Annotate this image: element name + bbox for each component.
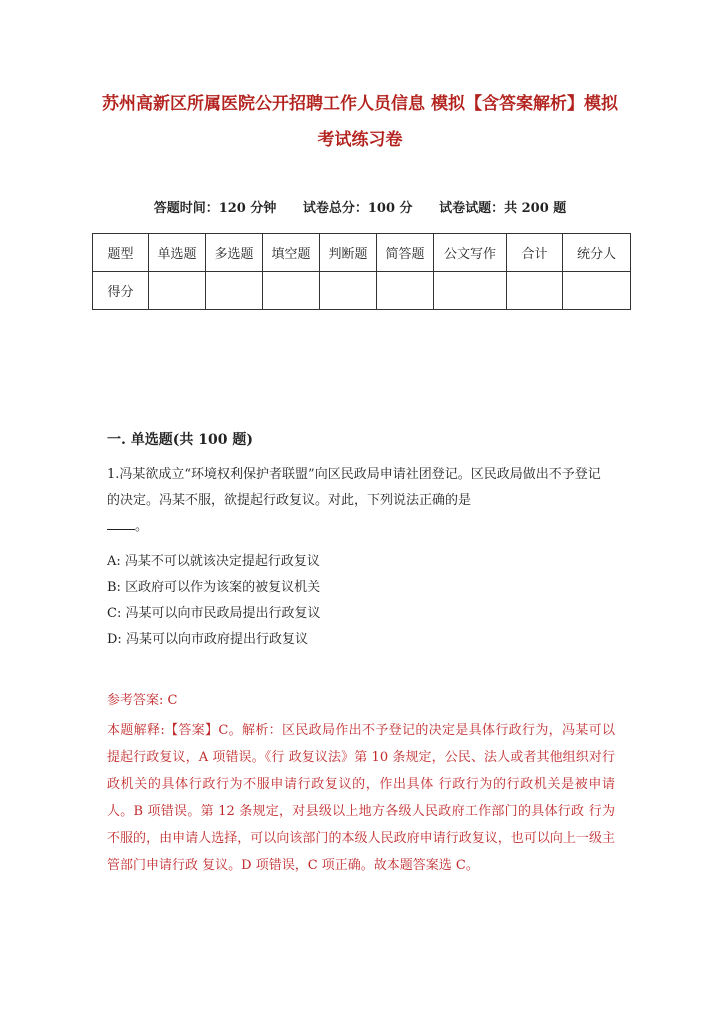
answer-blank	[107, 515, 135, 530]
section-heading: 一. 单选题(共 100 题)	[107, 432, 253, 448]
score-cell	[320, 272, 377, 310]
score-cell	[263, 272, 320, 310]
option-key: B:	[107, 580, 121, 595]
option-key: C:	[107, 606, 122, 621]
exam-total-score: 试卷总分：100 分	[302, 201, 413, 216]
option-text: 冯某不可以就该决定提起行政复议	[124, 554, 320, 569]
option-text: 冯某可以向市政府提出行政复议	[125, 632, 308, 647]
option-d	[107, 627, 617, 653]
option-key: A:	[107, 554, 121, 569]
score-cell	[507, 272, 563, 310]
score-table-header: 多选题	[206, 234, 263, 272]
score-table-header: 判断题	[320, 234, 377, 272]
exam-meta	[0, 200, 720, 218]
score-table-score-row	[93, 272, 631, 310]
reference-answer: 参考答案: C	[107, 693, 178, 708]
score-table	[92, 233, 631, 310]
score-table-header: 单选题	[149, 234, 206, 272]
question-stem	[107, 462, 617, 540]
score-table-header: 统分人	[563, 234, 631, 272]
option-b	[107, 575, 617, 601]
score-table-header: 题型	[93, 234, 149, 272]
option-key: D:	[107, 632, 122, 647]
question-text: 冯某欲成立“环境权利保护者联盟”向区民政局申请社团登记。区民政局做出不予登记 的决定。冯某不服，欲提起行政复议。对此，下列说法正确的是	[107, 467, 601, 508]
score-table-header: 合计	[507, 234, 563, 272]
option-a	[107, 549, 617, 575]
exam-total-questions: 试卷试题：共 200 题	[439, 201, 567, 216]
score-table-header: 公文写作	[434, 234, 507, 272]
score-cell	[563, 272, 631, 310]
score-cell	[377, 272, 434, 310]
exam-time: 答题时间：120 分钟	[153, 201, 277, 216]
question-stem-end: 。	[135, 519, 149, 534]
score-row-label: 得分	[93, 272, 149, 310]
answer-analysis: 本题解释:【答案】C。解析：区民政局作出不予登记的决定是具体行政行为，冯某可以提起行政复议，A 项错误。《行 政复议法》第 10 条规定，公民、法人或者其他组织对行政机关的具体行政行为不服申请行政复议的，作出具体 行政行为的行政机关是被申请人。B 项错误。第 12 条规定，对县级以上地方各级人民政府工作部门的具体行政 行为不服的，由申请人选择，可以向该部门的本级人民政府申请行政复议，也可以向上一级主管部门申请行政 复议。D 项错误，C 项正确。故本题答案选 C。	[107, 723, 615, 873]
score-table-header: 填空题	[263, 234, 320, 272]
score-table-header: 简答题	[377, 234, 434, 272]
score-cell	[206, 272, 263, 310]
question-options	[107, 549, 617, 653]
option-text: 冯某可以向市民政局提出行政复议	[125, 606, 321, 621]
option-text: 区政府可以作为该案的被复议机关	[125, 580, 321, 595]
score-cell	[149, 272, 206, 310]
score-table-header-row	[93, 234, 631, 272]
score-cell	[434, 272, 507, 310]
question-number: 1.	[107, 467, 120, 482]
page-title: 苏州高新区所属医院公开招聘工作人员信息 模拟【含答案解析】模拟考试练习卷	[102, 94, 618, 150]
option-c	[107, 601, 617, 627]
